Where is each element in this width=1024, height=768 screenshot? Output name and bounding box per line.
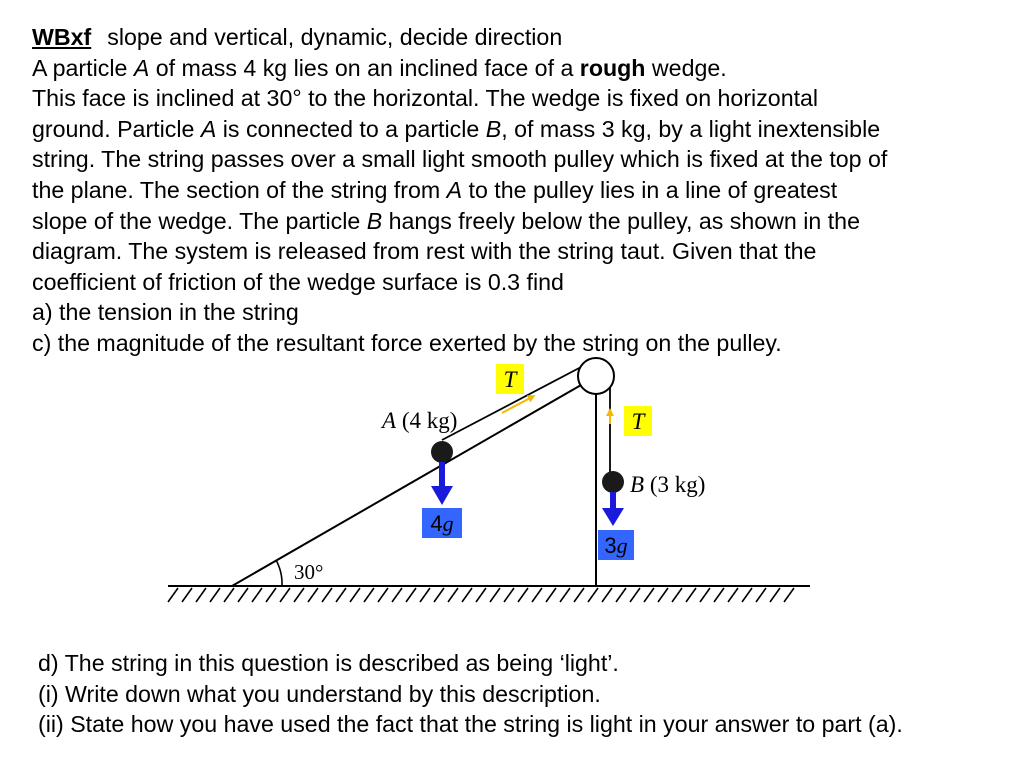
question-part-c: c) the magnitude of the resultant force exerted by the string on the pulley. <box>32 329 782 356</box>
particle-a-label: A (4 kg) <box>382 408 458 433</box>
hatch-mark <box>378 588 388 602</box>
particle-b <box>602 471 624 493</box>
hatch-mark <box>182 588 192 602</box>
hatch-mark <box>238 588 248 602</box>
hatch-mark <box>686 588 696 602</box>
angle-label: 30° <box>294 560 324 584</box>
question-line-7: diagram. The system is released from rest with the string taut. Given that the <box>32 238 817 265</box>
hatch-mark <box>448 588 458 602</box>
hatch-mark <box>672 588 682 602</box>
hatch-mark <box>406 588 416 602</box>
hatch-mark <box>714 588 724 602</box>
follow-up-parts <box>38 648 1008 740</box>
particle-b-label: B (3 kg) <box>630 472 706 497</box>
hatch-mark <box>224 588 234 602</box>
hatch-mark <box>574 588 584 602</box>
hatch-mark <box>504 588 514 602</box>
hatch-mark <box>532 588 542 602</box>
hatch-mark <box>742 588 752 602</box>
hatch-mark <box>728 588 738 602</box>
hatch-mark <box>490 588 500 602</box>
tension-label-slope: T <box>503 367 517 392</box>
hatch-mark <box>518 588 528 602</box>
hatch-mark <box>630 588 640 602</box>
hatch-mark <box>476 588 486 602</box>
weight-label-a: 4g <box>430 511 454 536</box>
angle-arc <box>276 560 282 586</box>
hatch-mark <box>420 588 430 602</box>
hatch-mark <box>700 588 710 602</box>
hatch-mark <box>266 588 276 602</box>
question-code: WBxf <box>32 24 92 50</box>
hatch-mark <box>602 588 612 602</box>
tension-label-vertical: T <box>631 409 645 434</box>
hatch-mark <box>770 588 780 602</box>
question-line-4: string. The string passes over a small light smooth pulley which is fixed at the top of <box>32 146 888 173</box>
ground-hatching <box>168 588 794 602</box>
hatch-mark <box>784 588 794 602</box>
weight-label-b: 3g <box>604 533 628 558</box>
hatch-mark <box>294 588 304 602</box>
weight-arrow-b-shaft <box>610 492 616 510</box>
weight-arrow-b-head <box>602 508 624 526</box>
hatch-mark <box>616 588 626 602</box>
part-d: d) The string in this question is described as being ‘light’. <box>38 650 619 676</box>
hatch-mark <box>308 588 318 602</box>
hatch-mark <box>350 588 360 602</box>
question-line-6: slope of the wedge. The particle B hangs freely below the pulley, as shown in the <box>32 207 860 234</box>
question-line-3: ground. Particle A is connected to a particle B, of mass 3 kg, by a light inextensible <box>32 115 881 142</box>
question-line-8: coefficient of friction of the wedge surface is 0.3 find <box>32 268 564 295</box>
hatch-mark <box>434 588 444 602</box>
particle-a <box>431 441 453 463</box>
hatch-mark <box>322 588 332 602</box>
weight-arrow-a-shaft <box>439 462 445 488</box>
weight-arrow-a-head <box>431 486 453 505</box>
hatch-mark <box>546 588 556 602</box>
question-line-5: the plane. The section of the string from A to the pulley lies in a line of greatest <box>32 176 838 203</box>
hatch-mark <box>252 588 262 602</box>
hatch-mark <box>392 588 402 602</box>
part-d-ii: (ii) State how you have used the fact that the string is light in your answer to part (a). <box>38 711 903 738</box>
pulley <box>578 358 614 394</box>
hatch-mark <box>336 588 346 602</box>
question-line-1: A particle A of mass 4 kg lies on an inclined face of a rough wedge. <box>32 54 727 81</box>
part-d-i: (i) Write down what you understand by this description. <box>38 680 601 707</box>
hatch-mark <box>658 588 668 602</box>
question-topic: slope and vertical, dynamic, decide direction <box>107 24 563 50</box>
question-line-2: This face is inclined at 30° to the horizontal. The wedge is fixed on horizontal <box>32 85 819 112</box>
hatch-mark <box>588 588 598 602</box>
hatch-mark <box>560 588 570 602</box>
hatch-mark <box>364 588 374 602</box>
hatch-mark <box>462 588 472 602</box>
hatch-mark <box>644 588 654 602</box>
hatch-mark <box>168 588 178 602</box>
hatch-mark <box>280 588 290 602</box>
question-part-a: a) the tension in the string <box>32 299 299 326</box>
tension-arrow-slope <box>502 397 532 413</box>
hatch-mark <box>196 588 206 602</box>
hatch-mark <box>210 588 220 602</box>
hatch-mark <box>756 588 766 602</box>
